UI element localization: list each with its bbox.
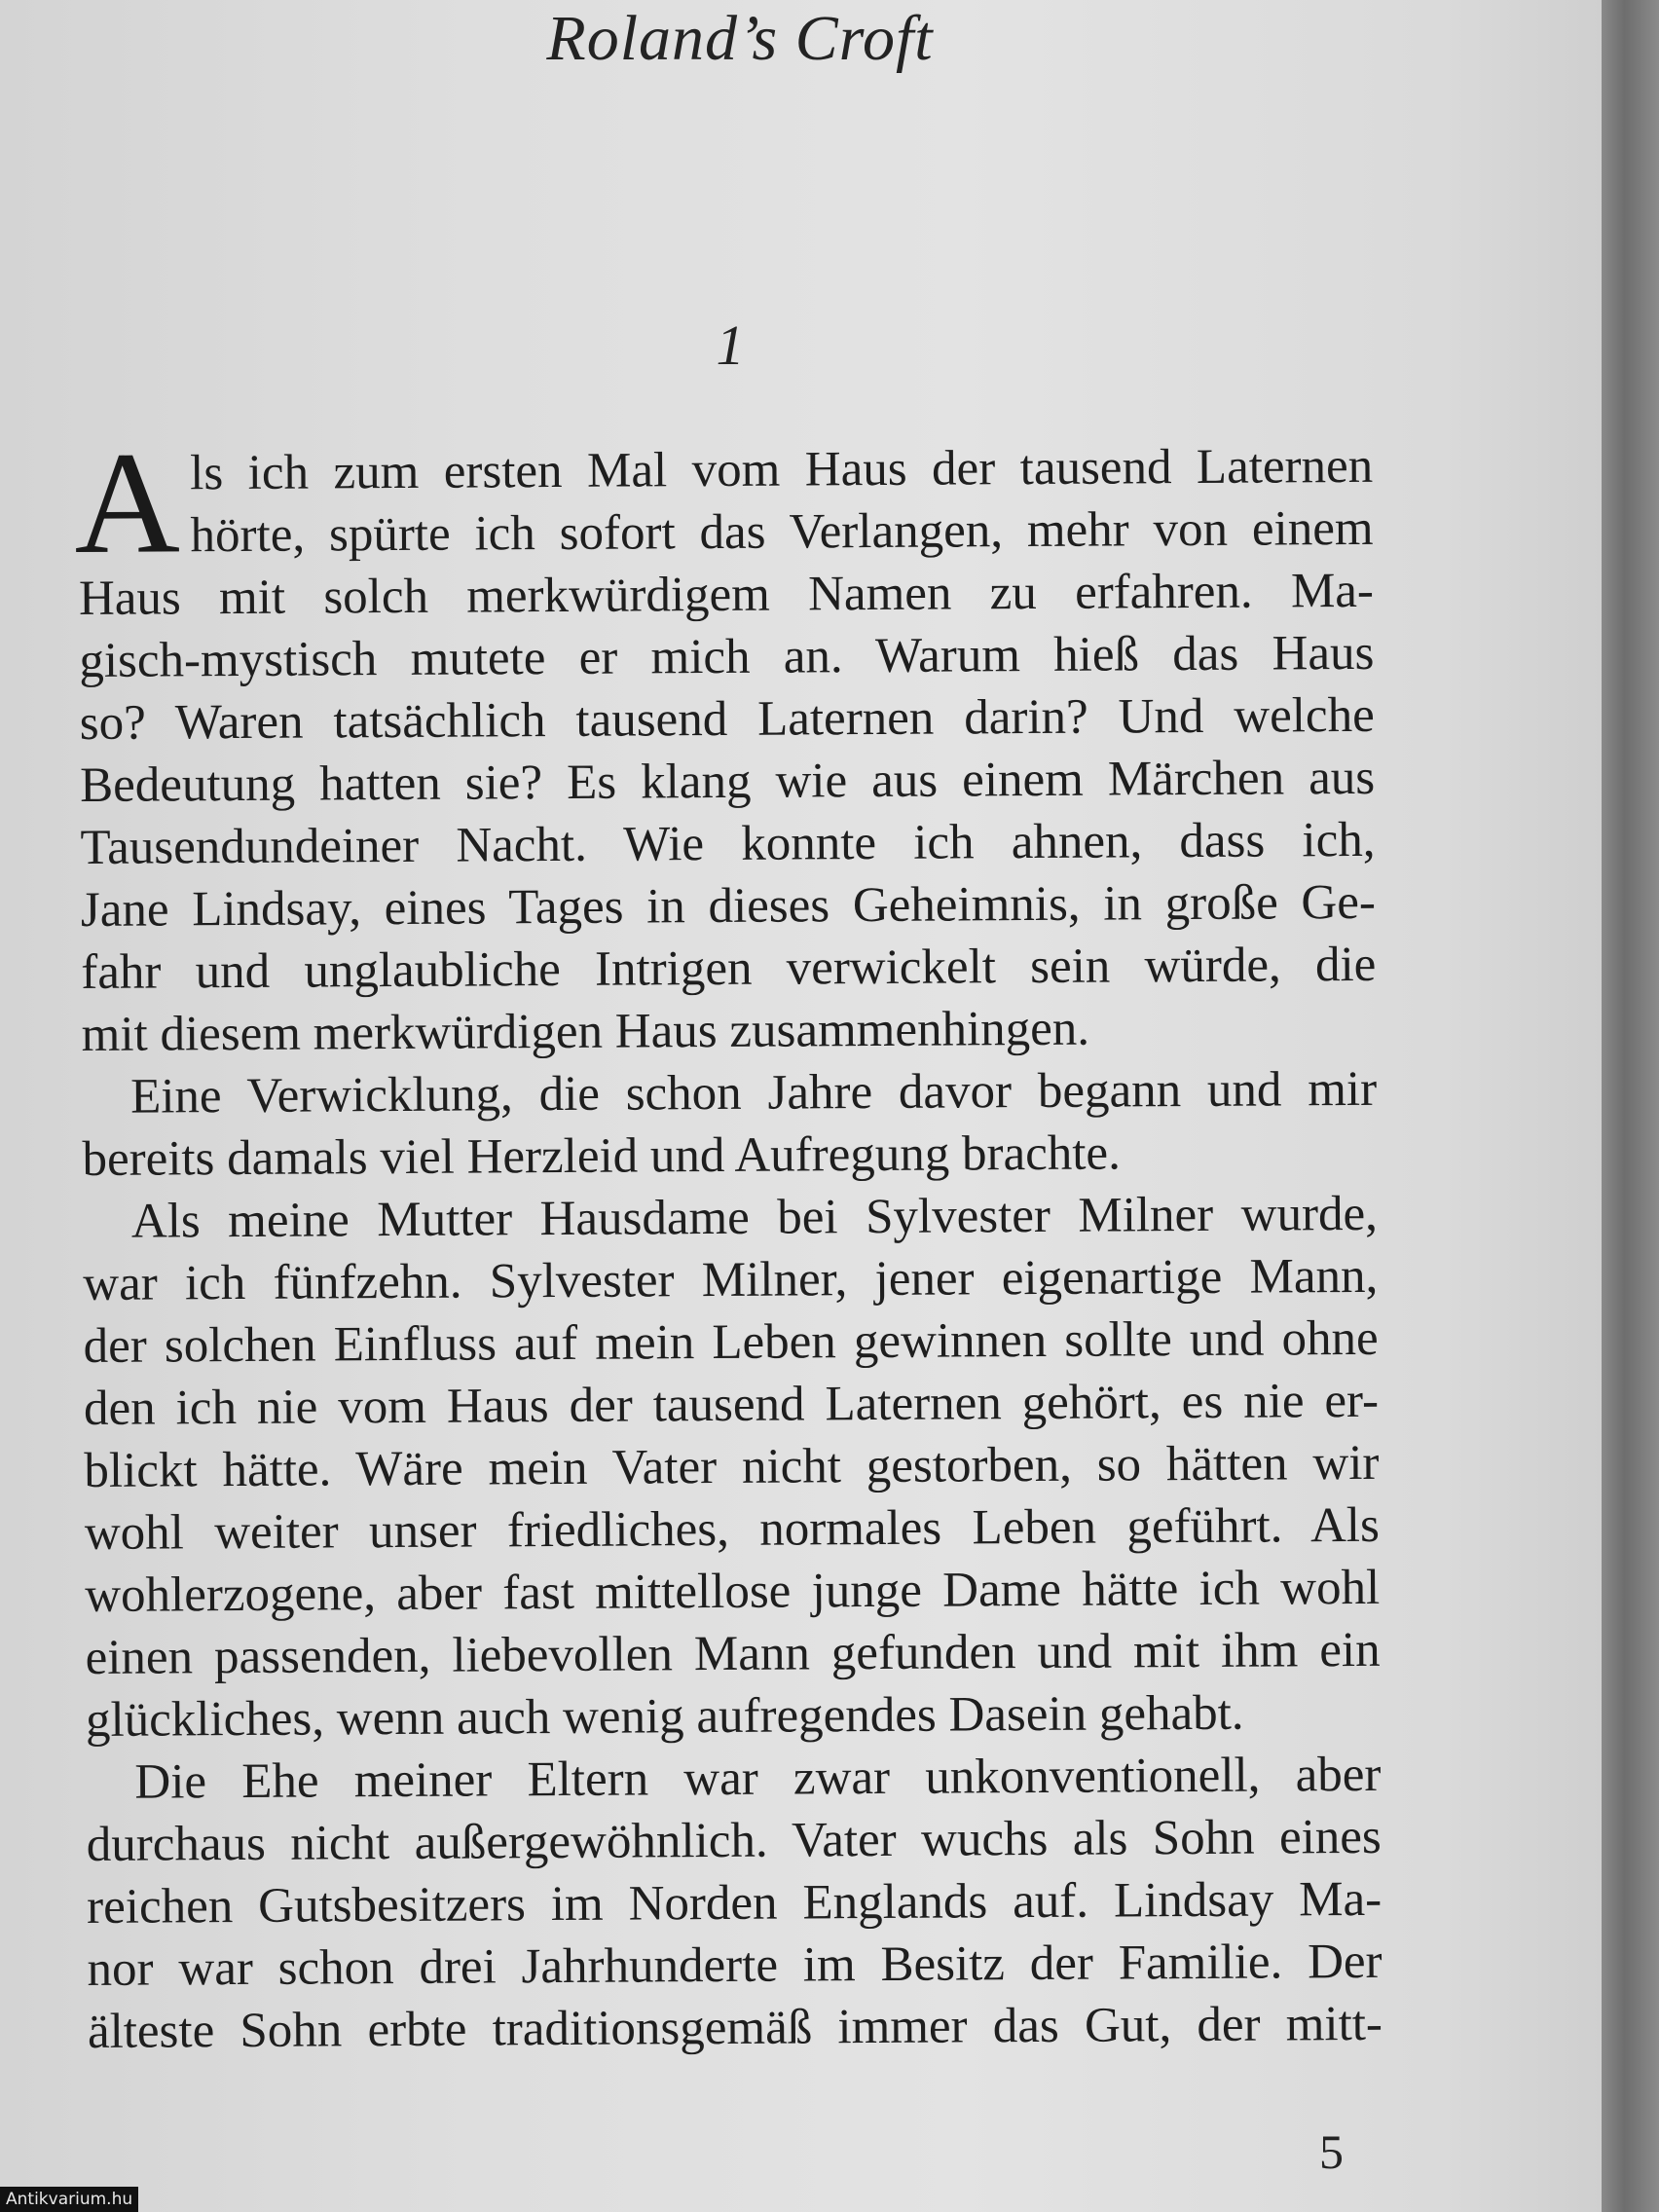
text-line: durchaus nicht außergewöhnlich. Vater wuchs als Sohn eines (86, 1809, 1382, 1872)
page-number: 5 (1319, 2124, 1344, 2179)
drop-cap: A (73, 422, 181, 585)
body-text (73, 422, 1383, 2063)
text-line: nor war schon drei Jahrhunderte im Besitz der Familie. Der (87, 1934, 1382, 1997)
text-line: fahr und unglaubliche Intrigen verwickelt sein würde, die (81, 937, 1377, 1000)
page-edge-shadow (1602, 0, 1659, 2212)
text-line: ls ich zum ersten Mal vom Haus der tausend Laternen (190, 438, 1374, 501)
text-line: gisch-mystisch mutete er mich an. Warum hieß das Haus (79, 625, 1375, 688)
text-line: bereits damals viel Herzleid und Aufregung brachte. (82, 1125, 1122, 1187)
running-header-title: Roland’s Croft (546, 3, 934, 74)
text-line: wohl weiter unser friedliches, normales Leben geführt. Als (84, 1497, 1380, 1561)
text-line: Jane Lindsay, eines Tages in dieses Geheimnis, in große Ge- (80, 874, 1377, 938)
text-line: Bedeutung hatten sie? Es klang wie aus einem Märchen aus (79, 750, 1376, 813)
text-line: älteste Sohn erbte traditionsgemäß immer das Gut, der mitt- (87, 1996, 1383, 2059)
text-line: wohlerzogene, aber fast mittellose junge Dame hätte ich wohl (85, 1560, 1381, 1623)
text-line: Haus mit solch merkwürdigem Namen zu erfahren. Ma- (78, 563, 1375, 626)
text-line: so? Waren tatsächlich tausend Laternen darin? Und welche (79, 687, 1375, 751)
text-line: war ich fünfzehn. Sylvester Milner, jener eigenartige Mann, (83, 1248, 1379, 1311)
text-line: reichen Gutsbesitzers im Norden Englands auf. Lindsay Ma- (87, 1871, 1382, 1935)
text-line: Als meine Mutter Hausdame bei Sylvester Milner wurde, (130, 1186, 1379, 1249)
text-line: hörte, spürte ich sofort das Verlangen, mehr von einem (190, 500, 1374, 564)
text-line: blickt hätte. Wäre mein Vater nicht gestorben, so hätten wir (84, 1435, 1380, 1498)
text-line: Die Ehe meiner Eltern war zwar unkonventionell, aber (134, 1747, 1382, 1810)
text-line: glückliches, wenn auch wenig aufregendes Dasein gehabt. (85, 1685, 1244, 1748)
chapter-number: 1 (716, 313, 745, 377)
watermark-label: Antikvarium.hu (0, 2187, 138, 2212)
text-line: mit diesem merkwürdigen Haus zusammenhingen. (81, 1001, 1090, 1062)
text-line: der solchen Einfluss auf mein Leben gewinnen sollte und ohne (83, 1310, 1379, 1374)
text-line: den ich nie vom Haus der tausend Laternen gehört, es nie er- (83, 1373, 1380, 1436)
text-line: Eine Verwicklung, die schon Jahre davor begann und mir (129, 1061, 1378, 1124)
text-line: einen passenden, liebevollen Mann gefunden und mit ihm ein (85, 1622, 1381, 1685)
text-line: Tausendundeiner Nacht. Wie konnte ich ahnen, dass ich, (80, 812, 1376, 875)
